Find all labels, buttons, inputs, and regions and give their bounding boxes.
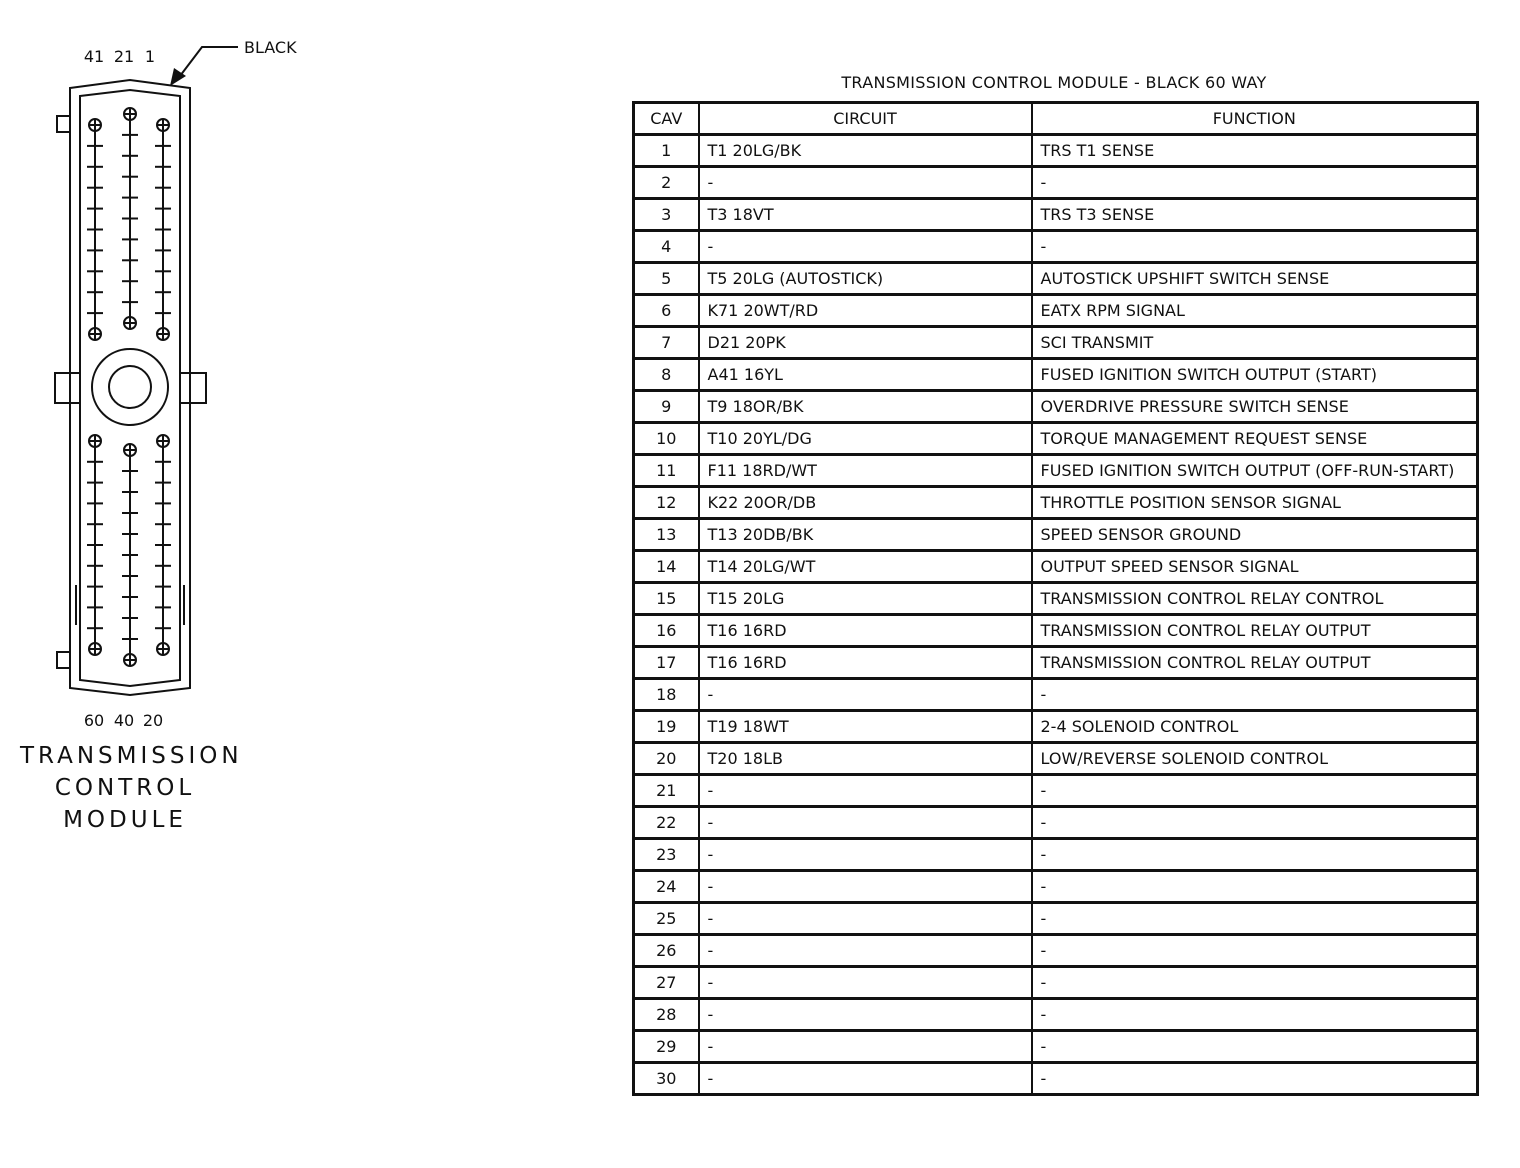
table-row (634, 455, 1478, 487)
connector-name-line: TRANSMISSION (20, 743, 243, 769)
table-row (634, 583, 1478, 615)
table-row (634, 679, 1478, 711)
column-header-cav: CAV (634, 103, 699, 135)
function-cell: SPEED SENSOR GROUND (1032, 519, 1478, 551)
table-row (634, 551, 1478, 583)
function-cell: - (1032, 679, 1478, 711)
table-row (634, 263, 1478, 295)
table-row (634, 871, 1478, 903)
function-cell: AUTOSTICK UPSHIFT SWITCH SENSE (1032, 263, 1478, 295)
function-cell: TORQUE MANAGEMENT REQUEST SENSE (1032, 423, 1478, 455)
function-cell: FUSED IGNITION SWITCH OUTPUT (START) (1032, 359, 1478, 391)
function-cell: - (1032, 999, 1478, 1031)
pin-label-top: 41 (83, 47, 105, 66)
connector-name-line: CONTROL (54, 775, 196, 801)
circuit-cell: T10 20YL/DG (699, 423, 1032, 455)
cav-cell: 18 (634, 679, 699, 711)
circuit-cell: - (699, 903, 1032, 935)
cav-cell: 23 (634, 839, 699, 871)
function-cell: - (1032, 935, 1478, 967)
pin-labels-top (84, 47, 155, 66)
table-row (634, 359, 1478, 391)
circuit-cell: - (699, 167, 1032, 199)
table-row (634, 839, 1478, 871)
circuit-cell: T15 20LG (699, 583, 1032, 615)
function-cell: - (1032, 903, 1478, 935)
function-cell: - (1032, 839, 1478, 871)
function-cell: - (1032, 807, 1478, 839)
table-row (634, 615, 1478, 647)
connector-name-line: MODULE (63, 807, 187, 833)
cav-cell: 24 (634, 871, 699, 903)
circuit-cell: A41 16YL (699, 359, 1032, 391)
circuit-cell: - (699, 839, 1032, 871)
pin-labels-bottom (84, 711, 163, 730)
cav-cell: 7 (634, 327, 699, 359)
circuit-cell: - (699, 807, 1032, 839)
circuit-cell: D21 20PK (699, 327, 1032, 359)
cav-cell: 27 (634, 967, 699, 999)
function-cell: - (1032, 167, 1478, 199)
table-body (634, 135, 1478, 1095)
function-cell: LOW/REVERSE SOLENOID CONTROL (1032, 743, 1478, 775)
circuit-cell: T14 20LG/WT (699, 551, 1032, 583)
function-cell: TRS T1 SENSE (1032, 135, 1478, 167)
connector-diagram (0, 0, 320, 730)
cav-cell: 26 (634, 935, 699, 967)
function-cell: TRANSMISSION CONTROL RELAY OUTPUT (1032, 647, 1478, 679)
cav-cell: 20 (634, 743, 699, 775)
table-row (634, 295, 1478, 327)
table-row (634, 967, 1478, 999)
function-cell: OUTPUT SPEED SENSOR SIGNAL (1032, 551, 1478, 583)
cav-cell: 9 (634, 391, 699, 423)
table-row (634, 391, 1478, 423)
cav-cell: 14 (634, 551, 699, 583)
cav-cell: 29 (634, 1031, 699, 1063)
function-cell: TRS T3 SENSE (1032, 199, 1478, 231)
circuit-cell: - (699, 967, 1032, 999)
circuit-cell: - (699, 1063, 1032, 1095)
pin-label-top: 1 (144, 47, 156, 66)
center-latch (92, 349, 168, 425)
table-row (634, 743, 1478, 775)
function-cell: - (1032, 1031, 1478, 1063)
table-row (634, 647, 1478, 679)
cav-cell: 25 (634, 903, 699, 935)
circuit-cell: K71 20WT/RD (699, 295, 1032, 327)
column-header-circuit: CIRCUIT (699, 103, 1032, 135)
function-cell: EATX RPM SIGNAL (1032, 295, 1478, 327)
function-cell: - (1032, 1063, 1478, 1095)
cav-cell: 3 (634, 199, 699, 231)
pin-label-bottom: 60 (83, 711, 105, 730)
circuit-cell: - (699, 935, 1032, 967)
circuit-cell: - (699, 775, 1032, 807)
function-cell: - (1032, 231, 1478, 263)
circuit-cell: - (699, 999, 1032, 1031)
circuit-cell: T13 20DB/BK (699, 519, 1032, 551)
cav-cell: 1 (634, 135, 699, 167)
pin-label-bottom: 40 (113, 711, 135, 730)
function-cell: TRANSMISSION CONTROL RELAY CONTROL (1032, 583, 1478, 615)
pin-label-top: 21 (113, 47, 135, 66)
table-row (634, 519, 1478, 551)
circuit-cell: - (699, 231, 1032, 263)
circuit-cell: T5 20LG (AUTOSTICK) (699, 263, 1032, 295)
table-row (634, 167, 1478, 199)
table-row (634, 487, 1478, 519)
function-cell: - (1032, 775, 1478, 807)
function-cell: 2-4 SOLENOID CONTROL (1032, 711, 1478, 743)
cav-cell: 2 (634, 167, 699, 199)
cav-cell: 16 (634, 615, 699, 647)
circuit-cell: T19 18WT (699, 711, 1032, 743)
cav-cell: 22 (634, 807, 699, 839)
table-row (634, 935, 1478, 967)
table-row (634, 1063, 1478, 1095)
function-cell: - (1032, 871, 1478, 903)
cav-cell: 21 (634, 775, 699, 807)
cav-cell: 5 (634, 263, 699, 295)
cav-cell: 6 (634, 295, 699, 327)
circuit-cell: K22 20OR/DB (699, 487, 1032, 519)
circuit-cell: T16 16RD (699, 615, 1032, 647)
circuit-cell: - (699, 1031, 1032, 1063)
cav-cell: 12 (634, 487, 699, 519)
table-title: TRANSMISSION CONTROL MODULE - BLACK 60 WAY (841, 73, 1267, 92)
cav-cell: 19 (634, 711, 699, 743)
cav-cell: 15 (634, 583, 699, 615)
cav-cell: 28 (634, 999, 699, 1031)
cav-cell: 17 (634, 647, 699, 679)
pin-columns (87, 108, 171, 666)
circuit-cell: T9 18OR/BK (699, 391, 1032, 423)
cav-cell: 10 (634, 423, 699, 455)
function-cell: SCI TRANSMIT (1032, 327, 1478, 359)
function-cell: OVERDRIVE PRESSURE SWITCH SENSE (1032, 391, 1478, 423)
function-cell: FUSED IGNITION SWITCH OUTPUT (OFF-RUN-START) (1032, 455, 1478, 487)
color-callout-label: BLACK (244, 38, 297, 57)
pin-label-bottom: 20 (142, 711, 164, 730)
column-header-function: FUNCTION (1032, 103, 1478, 135)
connector-name (20, 740, 243, 836)
table-row (634, 807, 1478, 839)
table-row (634, 327, 1478, 359)
circuit-cell: T1 20LG/BK (699, 135, 1032, 167)
cav-cell: 30 (634, 1063, 699, 1095)
function-cell: TRANSMISSION CONTROL RELAY OUTPUT (1032, 615, 1478, 647)
circuit-cell: T20 18LB (699, 743, 1032, 775)
cav-cell: 11 (634, 455, 699, 487)
cav-cell: 13 (634, 519, 699, 551)
callout-leader-line (180, 47, 238, 76)
table-row (634, 199, 1478, 231)
table-header-row (634, 103, 1478, 135)
circuit-cell: T3 18VT (699, 199, 1032, 231)
cav-cell: 4 (634, 231, 699, 263)
table-row (634, 423, 1478, 455)
circuit-cell: F11 18RD/WT (699, 455, 1032, 487)
circuit-cell: - (699, 679, 1032, 711)
table-row (634, 135, 1478, 167)
function-cell: THROTTLE POSITION SENSOR SIGNAL (1032, 487, 1478, 519)
table-row (634, 711, 1478, 743)
table-row (634, 903, 1478, 935)
circuit-cell: T16 16RD (699, 647, 1032, 679)
table-row (634, 775, 1478, 807)
table-row (634, 999, 1478, 1031)
pinout-table (632, 101, 1479, 1096)
table-row (634, 231, 1478, 263)
function-cell: - (1032, 967, 1478, 999)
table-row (634, 1031, 1478, 1063)
cav-cell: 8 (634, 359, 699, 391)
circuit-cell: - (699, 871, 1032, 903)
